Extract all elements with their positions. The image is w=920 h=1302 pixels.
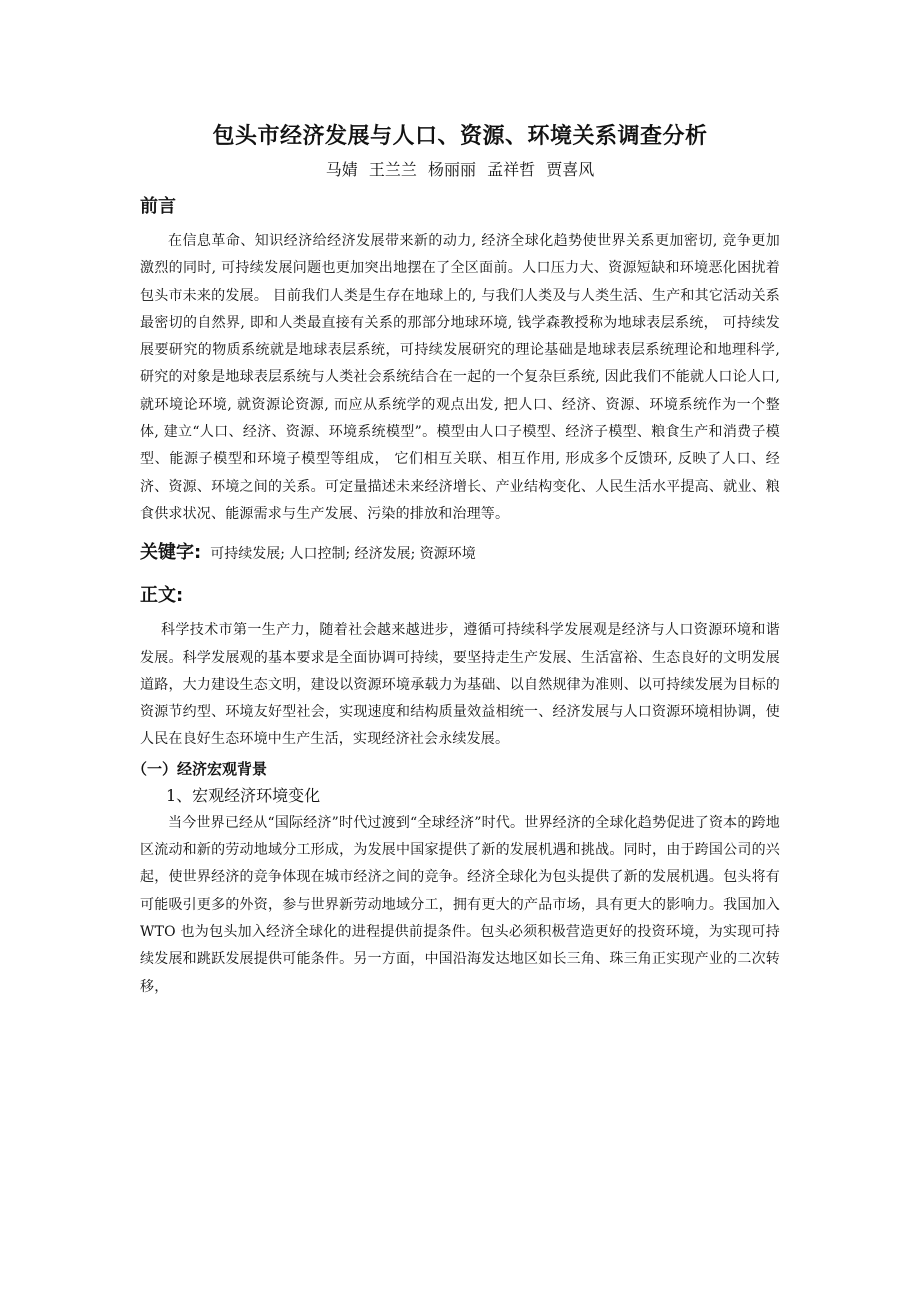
- author-name: 杨丽丽: [427, 160, 476, 179]
- subsection-paragraph: 当今世界已经从“国际经济”时代过渡到“全球经济”时代。世界经济的全球化趋势促进了资本的跨地区流动和新的劳动地域分工形成，为发展中国家提供了新的发展机遇和挑战。同时，由于跨国公司的兴起，使世界经济的竞争体现在城市经济之间的竞争。经济全球化为包头提供了新的发展机遇。包头将有可能吸引更多的外资，参与世界新劳动地域分工，拥有更大的产品市场，具有更大的影响力。我国加入 WTO 也为包头加入经济全球化的进程提供前提条件。包头必须积极营造更好的投资环境，为实现可持续发展和跳跃发展提供可能条件。另一方面，中国沿海发达地区如长三角、珠三角正实现产业的二次转移，: [140, 814, 780, 995]
- author-list: [140, 156, 780, 184]
- document-title: 包头市经济发展与人口、资源、环境关系调查分析: [212, 124, 708, 149]
- author-name: 马婧: [325, 160, 358, 179]
- keywords-label: 关键字:: [140, 542, 202, 564]
- keywords-text: 可持续发展; 人口控制; 经济发展; 资源环境: [210, 546, 476, 563]
- section-one-heading: （一）经济宏观背景: [132, 759, 268, 778]
- body-heading: 正文:: [140, 585, 184, 607]
- author-name: 王兰兰: [368, 160, 417, 179]
- preface-paragraph: 在信息革命、知识经济给经济发展带来新的动力, 经济全球化趋势使世界关系更加密切, 竞争更加激烈的同时, 可持续发展问题也更加突出地摆在了全区面前。人口压力大、资源短缺和环境恶化困扰着包头市未来的发展。 目前我们人类是生存在地球上的, 与我们人类及与人类生活、生产和其它活动关系最密切的自然界, 即和人类最直接有关系的那部分地球环境, 钱学森教授称为地球表层系统， 可持续发展要研究的物质系统就是地球表层系统，可持续发展研究的理论基础是地球表层系统理论和地理科学, 研究的对象是地球表层系统与人类社会系统结合在一起的一个复杂巨系统, 因此我们不能就人口论人口, 就环境论环境, 就资源论资源, 而应从系统学的观点出发, 把人口、经济、资源、环境系统作为一个整体, 建立“人口、经济、资源、环境系统模型”。模型由人口子模型、经济子模型、粮食生产和消费子模型、能源子模型和环境子模型等组成， 它们相互关联、相互作用, 形成多个反馈环, 反映了人口、经济、资源、环境之间的关系。可定量描述未来经济增长、产业结构变化、人民生活水平提高、就业、粮食供求状况、能源需求与生产发展、污染的排放和治理等。: [140, 233, 780, 522]
- subsection-heading: 1、宏观经济环境变化: [166, 785, 321, 805]
- author-name: 贾喜风: [546, 160, 595, 179]
- keywords-row: [140, 536, 780, 571]
- preface-heading: 前言: [140, 196, 176, 217]
- author-name: 孟祥哲: [487, 160, 536, 179]
- document-page: [132, 118, 780, 1001]
- body-intro-paragraph: 科学技术市第一生产力，随着社会越来越进步，遵循可持续科学发展观是经济与人口资源环境和谐发展。科学发展观的基本要求是全面协调可持续，要坚持走生产发展、生活富裕、生态良好的文明发展道路，大力建设生态文明，建设以资源环境承载力为基础、以自然规律为准则、以可持续发展为目标的资源节约型、环境友好型社会，实现速度和结构质量效益相统一、经济发展与人口资源环境相协调，使人民在良好生态环境中生产生活，实现经济社会永续发展。: [140, 622, 780, 748]
